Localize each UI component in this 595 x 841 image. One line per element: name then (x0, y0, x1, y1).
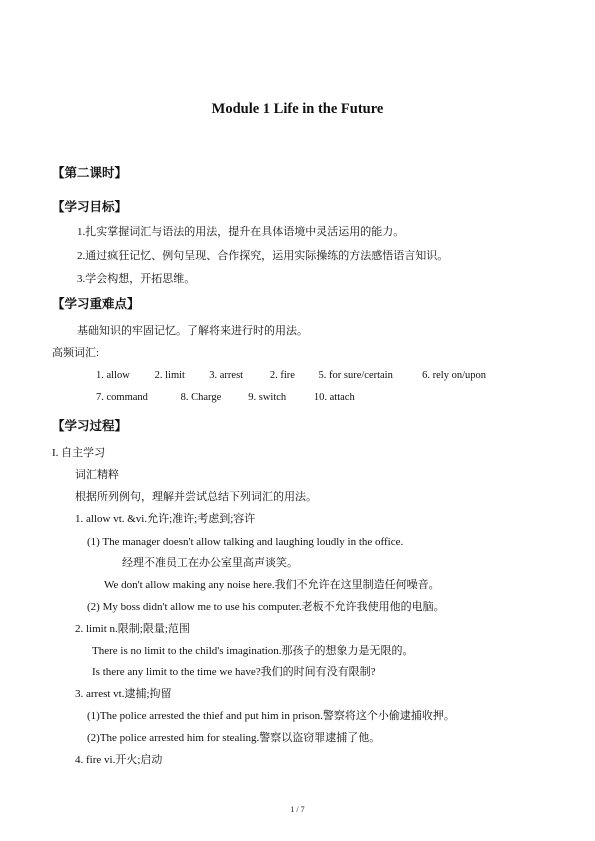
vocab-item: 2. limit (154, 370, 185, 381)
goal-item: 3.学会构想，开拓思维。 (77, 273, 196, 285)
section-lesson: 【第二课时】 (52, 166, 128, 180)
example-sentence: (2)The police arrested him for stealing.警察以盗窃罪逮捕了他。 (87, 732, 381, 744)
goal-item: 2.通过疯狂记忆、例句呈现、合作探究，运用实际操练的方法感悟语言知识。 (77, 250, 449, 262)
process-part-1: I. 自主学习 (52, 447, 106, 459)
vocab-item: 10. attach (313, 392, 355, 403)
word-entry-fire: 4. fire vi.开火;启动 (75, 754, 163, 766)
example-sentence: Is there any limit to the time we have?我们的时间有没有限制? (92, 666, 376, 678)
example-sentence: There is no limit to the child's imagination.那孩子的想象力是无限的。 (92, 645, 414, 657)
vocab-item: 8. Charge (180, 392, 222, 403)
vocab-item: 2. fire (269, 370, 295, 381)
vocab-item: 1. allow (96, 370, 130, 381)
process-instruction: 根据所列例句，理解并尝试总结下列词汇的用法。 (75, 491, 317, 503)
vocab-row-1 (96, 369, 486, 383)
goal-item: 1.扎实掌握词汇与语法的用法，提升在具体语境中灵活运用的能力。 (77, 226, 405, 238)
word-entry-limit: 2. limit n.限制;限量;范围 (75, 623, 190, 635)
word-entry-arrest: 3. arrest vt.逮捕;拘留 (75, 688, 172, 700)
section-goals: 【学习目标】 (52, 200, 128, 214)
example-sentence: (1)The police arrested the thief and put him in prison.警察将这个小偷逮捕收押。 (87, 710, 455, 722)
page-title: Module 1 Life in the Future (211, 101, 384, 117)
keypoints-text: 基础知识的牢固记忆。了解将来进行时的用法。 (77, 325, 308, 337)
vocab-row-2 (96, 391, 355, 405)
page-number: 1 / 7 (290, 805, 305, 814)
example-sentence: We don't allow making any noise here.我们不允许在这里制造任何噪音。 (104, 579, 440, 591)
vocab-item: 6. rely on/upon (422, 370, 486, 381)
section-process: 【学习过程】 (52, 419, 128, 433)
vocab-item: 9. switch (248, 392, 287, 403)
vocab-item: 5. for sure/certain (318, 370, 393, 381)
word-entry-allow: 1. allow vt. &vi.允许;准许;考虑到;容许 (75, 513, 256, 525)
vocab-label: 高频词汇: (52, 347, 100, 359)
process-sub-heading: 词汇精粹 (75, 469, 119, 481)
section-keypoints: 【学习重难点】 (52, 297, 140, 311)
vocab-item: 7. command (96, 392, 148, 403)
example-sentence: (2) My boss didn't allow me to use his computer.老板不允许我使用他的电脑。 (87, 601, 445, 613)
example-sentence: (1) The manager doesn't allow talking and laughing loudly in the office. (87, 536, 404, 548)
vocab-item: 3. arrest (209, 370, 244, 381)
example-translation: 经理不准员工在办公室里高声谈笑。 (122, 557, 298, 569)
